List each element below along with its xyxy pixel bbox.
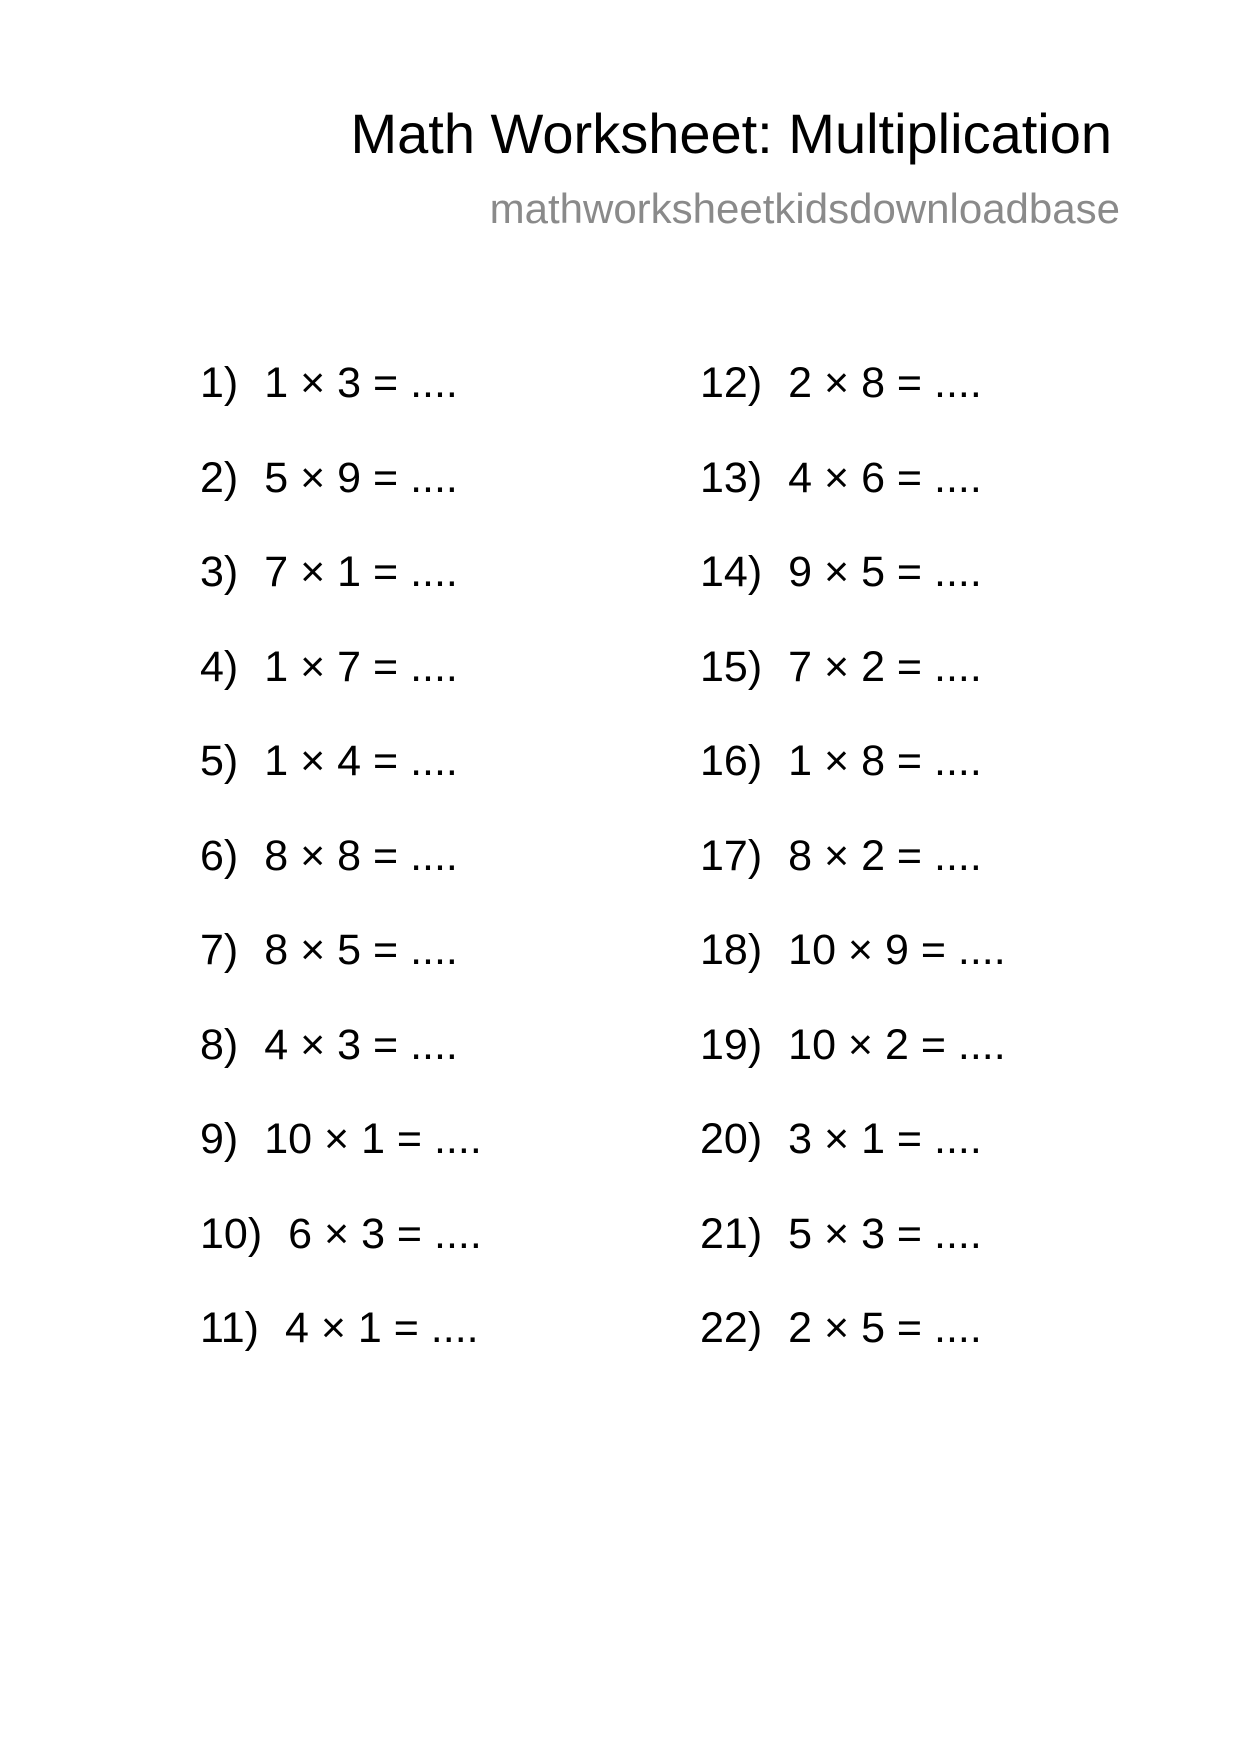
problem-number: 7) <box>200 926 239 974</box>
problem-expression: 4 × 6 = .... <box>788 453 982 502</box>
problem-3 <box>200 525 482 620</box>
problem-number: 10) <box>200 1209 263 1258</box>
problem-number: 19) <box>700 1020 763 1069</box>
problem-expression: 10 × 9 = .... <box>788 926 1006 974</box>
problem-expression: 8 × 5 = .... <box>264 926 458 974</box>
problem-number: 22) <box>700 1304 763 1352</box>
problem-number: 20) <box>700 1115 763 1163</box>
problem-expression: 2 × 8 = .... <box>788 359 982 407</box>
problem-expression: 1 × 8 = .... <box>788 737 982 785</box>
problem-9 <box>200 1092 482 1187</box>
problem-number: 3) <box>200 548 239 596</box>
problem-expression: 3 × 1 = .... <box>788 1115 982 1163</box>
problem-11 <box>200 1281 482 1376</box>
problem-14 <box>700 525 1006 620</box>
problem-2 <box>200 431 482 526</box>
problem-expression: 8 × 2 = .... <box>788 831 982 880</box>
problem-number: 1) <box>200 359 239 407</box>
problem-19 <box>700 998 1006 1093</box>
problem-expression: 9 × 5 = .... <box>788 548 982 596</box>
problem-18 <box>700 903 1006 998</box>
problem-expression: 2 × 5 = .... <box>788 1304 982 1352</box>
problem-expression: 7 × 1 = .... <box>264 548 458 596</box>
problem-8 <box>200 998 482 1093</box>
problem-number: 14) <box>700 548 763 596</box>
problem-expression: 4 × 3 = .... <box>264 1020 458 1069</box>
problem-12 <box>700 336 1006 431</box>
problem-number: 6) <box>200 831 239 880</box>
worksheet-header <box>140 96 1140 238</box>
problem-20 <box>700 1092 1006 1187</box>
problem-number: 21) <box>700 1209 763 1258</box>
problem-number: 5) <box>200 737 239 785</box>
problem-number: 9) <box>200 1115 239 1163</box>
problem-number: 11) <box>200 1304 259 1352</box>
problem-6 <box>200 809 482 904</box>
problem-number: 2) <box>200 453 239 502</box>
problem-expression: 1 × 3 = .... <box>264 359 458 407</box>
problem-expression: 1 × 4 = .... <box>264 737 458 785</box>
problem-column-right <box>700 336 1006 1376</box>
problem-4 <box>200 620 482 715</box>
problem-expression: 10 × 2 = .... <box>788 1020 1006 1069</box>
page-subtitle: mathworksheetkidsdownloadbase <box>489 185 1120 232</box>
problem-22 <box>700 1281 1006 1376</box>
problem-number: 13) <box>700 453 763 502</box>
problem-10 <box>200 1187 482 1282</box>
problem-number: 15) <box>700 642 763 691</box>
problem-7 <box>200 903 482 998</box>
problem-15 <box>700 620 1006 715</box>
problem-expression: 6 × 3 = .... <box>288 1209 482 1258</box>
problem-expression: 8 × 8 = .... <box>264 831 458 880</box>
problem-number: 17) <box>700 831 763 880</box>
problem-number: 18) <box>700 926 763 974</box>
problem-number: 12) <box>700 359 763 407</box>
problem-5 <box>200 714 482 809</box>
problem-16 <box>700 714 1006 809</box>
problem-21 <box>700 1187 1006 1282</box>
problem-number: 8) <box>200 1020 239 1069</box>
problem-13 <box>700 431 1006 526</box>
problem-1 <box>200 336 482 431</box>
problem-expression: 1 × 7 = .... <box>264 642 458 691</box>
problem-17 <box>700 809 1006 904</box>
problem-number: 4) <box>200 642 239 691</box>
problem-number: 16) <box>700 737 763 785</box>
problem-expression: 10 × 1 = .... <box>264 1115 482 1163</box>
problem-expression: 7 × 2 = .... <box>788 642 982 691</box>
problem-expression: 4 × 1 = .... <box>284 1304 479 1352</box>
page-title: Math Worksheet: Multiplication <box>350 102 1112 165</box>
problem-expression: 5 × 9 = .... <box>264 453 458 502</box>
problem-column-left <box>200 336 482 1376</box>
problem-expression: 5 × 3 = .... <box>788 1209 982 1258</box>
